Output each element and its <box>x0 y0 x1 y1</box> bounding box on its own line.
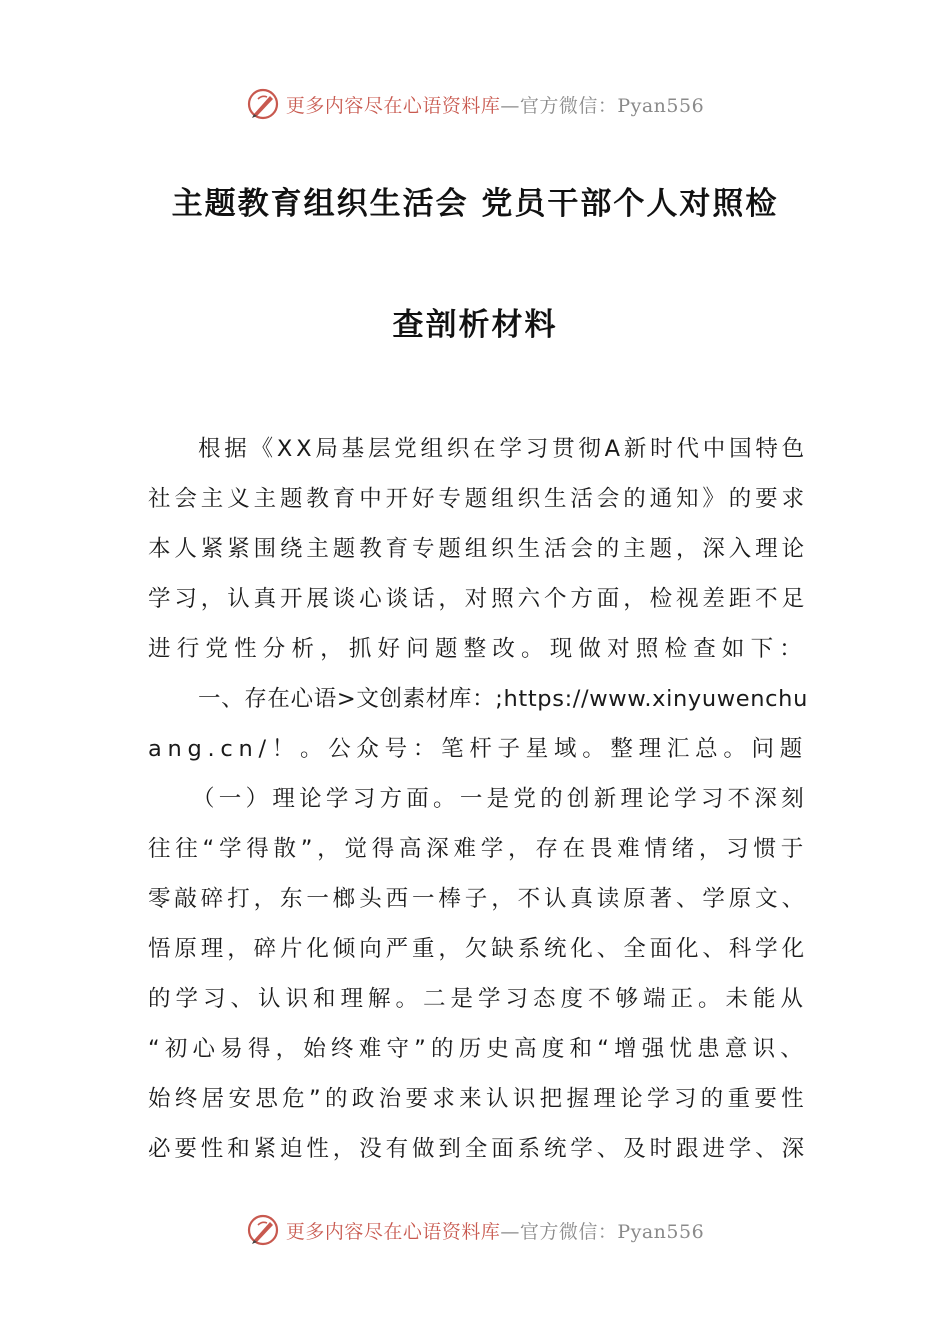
watermark-text <box>286 1217 704 1244</box>
watermark-text-red: 更多内容尽在心语资料库 <box>285 94 501 117</box>
watermark-text-red: 更多内容尽在心语资料库 <box>285 1220 501 1243</box>
body-line: 根据《XX局基层党组织在学习贯彻A新时代中国特色 <box>198 436 808 462</box>
body-line: 往往“学得散”，觉得高深难学，存在畏难情绪，习惯于 <box>148 836 808 862</box>
body-line: 本人紧紧围绕主题教育专题组织生活会的主题，深入理论 <box>148 536 808 562</box>
watermark-text-gray: —官方微信：Pyan556 <box>500 1220 705 1243</box>
pen-logo-icon <box>246 87 280 121</box>
body-line: 学习，认真开展谈心谈话，对照六个方面，检视差距不足 <box>148 586 808 612</box>
watermark-text <box>286 91 704 118</box>
document-title-line-1: 主题教育组织生活会 党员干部个人对照检 <box>171 186 779 222</box>
body-line: 的学习、认识和理解。二是学习态度不够端正。未能从 <box>148 986 808 1012</box>
pen-logo-icon <box>246 1213 280 1247</box>
watermark-banner-bottom <box>0 1210 950 1250</box>
body-line: ang.cn/！。公众号：笔杆子星域。整理汇总。问题 <box>148 736 808 762</box>
body-line: 一、存在心语>文创素材库：;https://www.xinyuwenchu <box>198 686 808 712</box>
body-line: 悟原理，碎片化倾向严重，欠缺系统化、全面化、科学化 <box>148 936 808 962</box>
body-line: 始终居安思危”的政治要求来认识把握理论学习的重要性 <box>148 1086 808 1112</box>
body-line: 社会主义主题教育中开好专题组织生活会的通知》的要求 <box>148 486 808 512</box>
body-line: 零敲碎打，东一榔头西一棒子，不认真读原著、学原文、 <box>148 886 808 912</box>
watermark-banner-top <box>0 84 950 124</box>
body-line: （一）理论学习方面。一是党的创新理论学习不深刻 <box>192 786 808 812</box>
watermark-text-gray: —官方微信：Pyan556 <box>500 94 705 117</box>
body-line: 必要性和紧迫性，没有做到全面系统学、及时跟进学、深 <box>148 1136 808 1162</box>
body-line: “初心易得，始终难守”的历史高度和“增强忧患意识、 <box>148 1036 808 1062</box>
body-line: 进行党性分析，抓好问题整改。现做对照检查如下： <box>148 636 808 662</box>
document-title-line-2: 查剖析材料 <box>392 307 558 343</box>
